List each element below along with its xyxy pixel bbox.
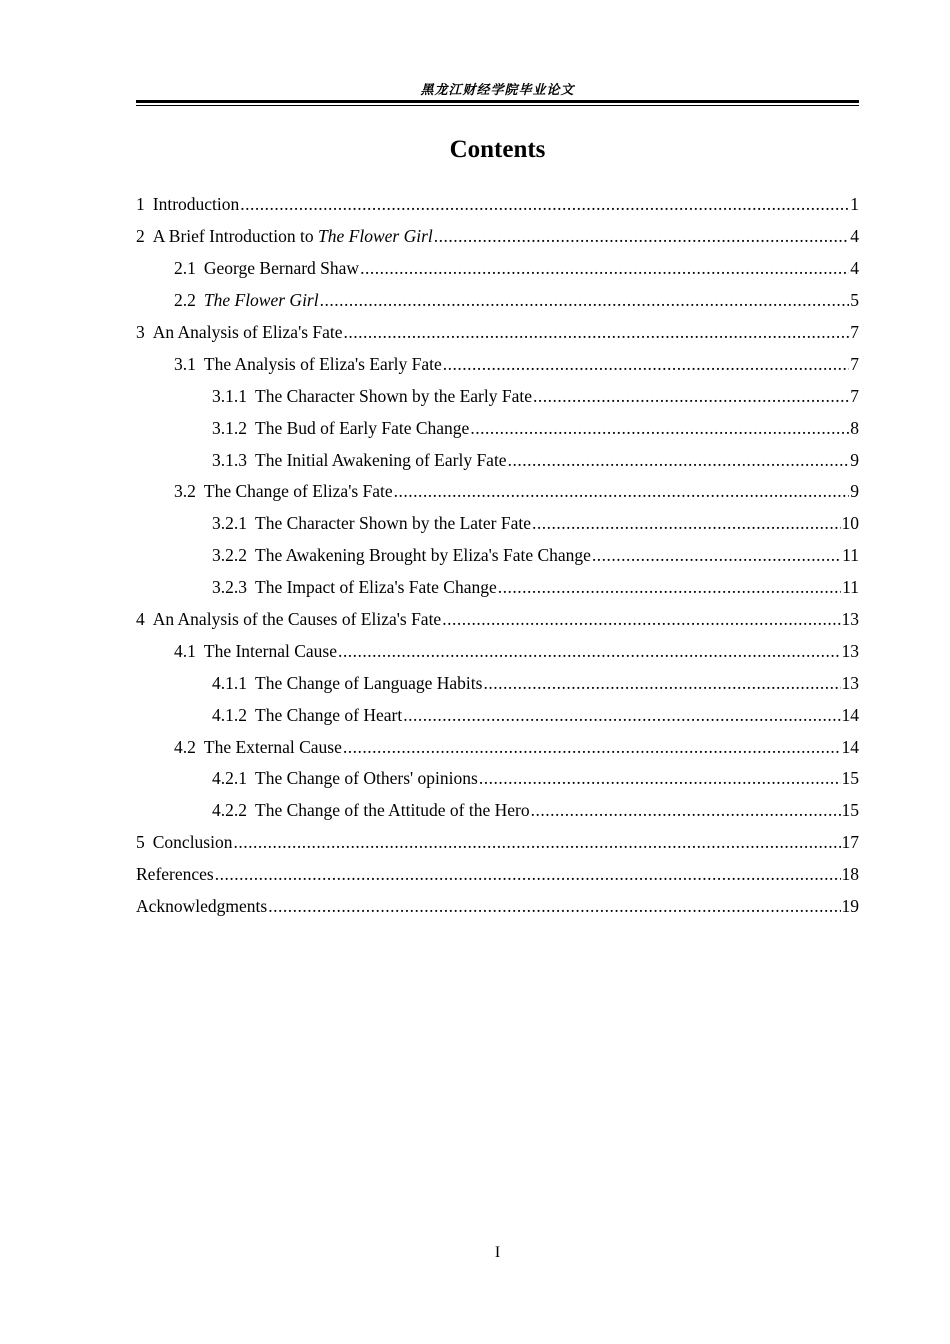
toc-entry[interactable] [136, 444, 859, 476]
toc-dot-leader [233, 832, 840, 853]
toc-dot-leader [442, 609, 840, 630]
toc-dot-leader [215, 864, 841, 885]
toc-entry-page-number: 4 [850, 226, 859, 247]
toc-entry[interactable] [136, 508, 859, 540]
toc-entry-number: 4.2.1 [212, 768, 247, 789]
toc-entry-page-number: 15 [841, 800, 859, 821]
toc-entry[interactable] [136, 635, 859, 667]
toc-dot-leader [498, 577, 841, 598]
toc-entry[interactable] [136, 572, 859, 604]
toc-entry-number: 3.2.2 [212, 545, 247, 566]
toc-entry-page-number: 14 [841, 704, 859, 725]
toc-entry-page-number: 4 [850, 258, 859, 279]
toc-dot-leader [479, 768, 841, 789]
toc-entry[interactable] [136, 827, 859, 859]
header-rule-thick [136, 100, 859, 103]
toc-entry-page-number: 9 [850, 449, 859, 470]
toc-entry-title-text: Conclusion [152, 832, 233, 853]
toc-entry-number: 3 [136, 322, 145, 342]
toc-entry-title-text: The Change of Others' opinions [255, 768, 478, 789]
toc-entry[interactable] [136, 380, 859, 412]
toc-entry-title-italic: The Flower Girl [318, 226, 433, 247]
toc-entry-page-number: 7 [850, 385, 859, 406]
toc-entry-number: 4.1 [174, 640, 196, 661]
toc-entry-title-text: The Impact of Eliza's Fate Change [255, 577, 497, 598]
toc-entry-number: 3.2 [174, 481, 196, 502]
toc-entry-page-number: 17 [841, 832, 859, 853]
toc-entry-page-number: 19 [841, 896, 859, 917]
toc-entry-number: 2 [136, 226, 145, 247]
toc-entry-title [204, 290, 319, 311]
toc-entry-number: 5 [136, 832, 145, 853]
table-of-contents [136, 189, 859, 922]
toc-entry[interactable] [136, 731, 859, 763]
toc-entry-title-italic: The Flower Girl [203, 290, 319, 311]
toc-entry-number: 3.1.1 [212, 385, 247, 406]
toc-entry-page-number: 7 [850, 322, 859, 342]
toc-entry-title [255, 673, 482, 694]
toc-entry-title-text: The Change of Language Habits [255, 672, 483, 693]
toc-entry-title-text: The Initial Awakening of Early Fate [255, 449, 507, 470]
toc-entry[interactable] [136, 348, 859, 380]
toc-dot-leader [320, 290, 850, 311]
toc-entry-title [153, 226, 433, 247]
toc-entry[interactable] [136, 859, 859, 891]
toc-entry[interactable] [136, 699, 859, 731]
toc-entry-number: 3.1 [174, 353, 196, 374]
toc-entry-page-number: 18 [841, 864, 859, 885]
toc-entry-page-number: 5 [850, 290, 859, 311]
toc-dot-leader [592, 545, 841, 566]
toc-dot-leader [531, 800, 841, 821]
toc-entry-number: 2.1 [174, 258, 196, 279]
toc-entry-title [153, 832, 233, 853]
toc-entry-title [204, 481, 393, 502]
toc-entry-number: 2.2 [174, 290, 196, 311]
toc-entry-title [204, 737, 342, 758]
toc-entry-number: 3.1.2 [212, 417, 247, 438]
toc-dot-leader [508, 450, 850, 471]
toc-dot-leader [344, 322, 850, 343]
toc-entry-title [255, 545, 591, 566]
toc-entry-title-text: The External Cause [203, 736, 342, 757]
toc-entry-page-number: 13 [841, 609, 859, 630]
toc-entry-number: 4 [136, 609, 145, 630]
toc-entry-title-text: The Internal Cause [203, 640, 338, 661]
toc-entry-number: 4.2 [174, 736, 196, 757]
toc-entry[interactable] [136, 604, 859, 636]
toc-entry-title-text: References [136, 864, 214, 885]
toc-entry-title [255, 450, 507, 471]
toc-entry[interactable] [136, 253, 859, 285]
toc-entry-page-number: 13 [841, 672, 859, 693]
toc-dot-leader [343, 737, 841, 758]
toc-entry-title [153, 194, 240, 215]
toc-entry-number: 4.1.1 [212, 672, 247, 693]
toc-entry-number: 1 [136, 194, 145, 215]
toc-entry-page-number: 1 [850, 194, 859, 215]
toc-entry-title-text: The Bud of Early Fate Change [255, 417, 470, 438]
toc-entry[interactable] [136, 285, 859, 317]
toc-entry-title-text: The Change of the Attitude of the Hero [255, 800, 530, 821]
running-header: 黑龙江财经学院毕业论文 [420, 83, 575, 98]
page-title: Contents [449, 136, 546, 163]
toc-entry[interactable] [136, 667, 859, 699]
toc-entry-title [255, 386, 532, 407]
toc-dot-leader [470, 418, 849, 439]
toc-entry-number: 4.1.2 [212, 704, 247, 725]
toc-dot-leader [394, 481, 850, 502]
toc-dot-leader [532, 513, 840, 534]
toc-dot-leader [268, 896, 840, 917]
toc-entry-page-number: 13 [841, 640, 859, 661]
toc-dot-leader [434, 226, 850, 247]
toc-entry-title-text: The Character Shown by the Later Fate [255, 513, 532, 534]
toc-dot-leader [360, 258, 849, 279]
toc-entry-title-text: The Change of Eliza's Fate [203, 481, 393, 502]
toc-entry-title-text: An Analysis of the Causes of Eliza's Fate [152, 609, 442, 630]
toc-entry-number: 3.2.3 [212, 577, 247, 598]
toc-entry-page-number: 11 [842, 577, 859, 598]
toc-entry-title [255, 418, 469, 439]
toc-entry-title [204, 258, 359, 279]
toc-entry-title [255, 768, 478, 789]
toc-entry-title [255, 800, 530, 821]
toc-entry-title-text: The Character Shown by the Early Fate [255, 385, 532, 406]
toc-entry[interactable] [136, 412, 859, 444]
toc-entry-number: 3.2.1 [212, 513, 247, 534]
toc-entry-title [255, 513, 531, 534]
toc-entry-title [136, 896, 267, 917]
toc-entry-number: 4.2.2 [212, 800, 247, 821]
toc-entry-page-number: 11 [842, 545, 859, 566]
toc-entry-number: 3.1.3 [212, 449, 247, 470]
toc-dot-leader [338, 641, 840, 662]
toc-entry[interactable] [136, 891, 859, 923]
header-rule-thin [136, 105, 859, 106]
toc-entry-title-text: Introduction [152, 194, 240, 215]
toc-dot-leader [483, 673, 840, 694]
toc-entry-title [204, 641, 337, 662]
toc-entry-page-number: 15 [841, 768, 859, 789]
toc-entry-page-number: 8 [850, 417, 859, 438]
toc-entry-title-text: A Brief Introduction to [152, 226, 319, 247]
toc-entry-title [136, 864, 214, 885]
toc-entry[interactable] [136, 221, 859, 253]
toc-entry-title-text: The Analysis of Eliza's Early Fate [203, 353, 442, 374]
toc-entry[interactable] [136, 189, 859, 221]
toc-entry-page-number: 9 [850, 481, 859, 502]
toc-dot-leader [240, 194, 849, 215]
toc-entry[interactable] [136, 763, 859, 795]
toc-entry-title [255, 577, 497, 598]
toc-entry-title-text: The Awakening Brought by Eliza's Fate Change [255, 545, 591, 566]
toc-entry-title-text: George Bernard Shaw [203, 258, 360, 279]
toc-entry-title [255, 705, 402, 726]
toc-entry[interactable] [136, 317, 859, 349]
toc-dot-leader [533, 386, 849, 407]
toc-entry-title-text: Acknowledgments [136, 896, 268, 917]
page-number: I [494, 1244, 501, 1261]
toc-dot-leader [403, 705, 840, 726]
toc-entry-title-text: An Analysis of Eliza's Fate [152, 322, 343, 342]
toc-entry-title [153, 609, 441, 630]
toc-entry[interactable] [136, 476, 859, 508]
toc-entry-page-number: 7 [850, 353, 859, 374]
toc-entry[interactable] [136, 795, 859, 827]
toc-entry-page-number: 14 [841, 736, 859, 757]
toc-entry[interactable] [136, 540, 859, 572]
toc-entry-title [153, 322, 343, 343]
toc-entry-title [204, 354, 442, 375]
toc-entry-title-text: The Change of Heart [255, 704, 403, 725]
toc-dot-leader [443, 354, 849, 375]
toc-entry-page-number: 10 [841, 513, 859, 534]
